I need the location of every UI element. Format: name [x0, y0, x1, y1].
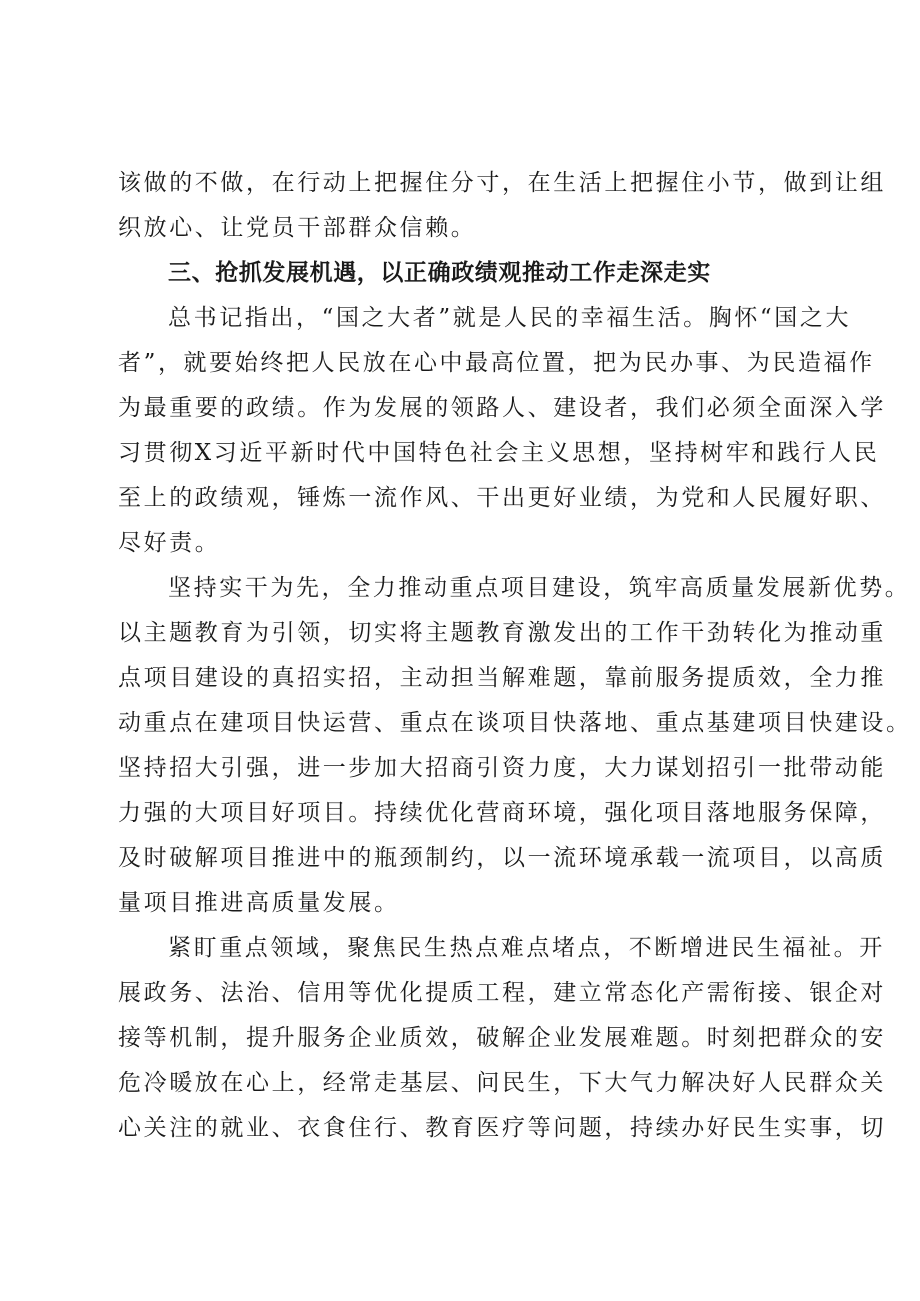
text-line: 展政务、法治、信用等优化提质工程，建立常态化产需衔接、银企对 [118, 980, 886, 1006]
text-line: 接等机制，提升服务企业质效，破解企业发展难题。时刻把群众的安 [118, 1025, 886, 1051]
text-line: 及时破解项目推进中的瓶颈制约，以一流环境承载一流项目，以高质 [118, 845, 886, 871]
text-line: 心关注的就业、衣食住行、教育医疗等问题，持续办好民生实事，切 [118, 1115, 886, 1141]
section-heading: 三、抢抓发展机遇，以正确政绩观推动工作走深走实 [168, 260, 711, 286]
text-line: 该做的不做，在行动上把握住分寸，在生活上把握住小节，做到让组 [118, 170, 886, 196]
text-line: 尽好责。 [118, 530, 221, 556]
text-line: 危冷暖放在心上，经常走基层、问民生，下大气力解决好人民群众关 [118, 1070, 886, 1096]
text-line: 紧盯重点领域，聚焦民生热点难点堵点，不断增进民生福祉。开 [168, 935, 885, 961]
text-line: 习贯彻X习近平新时代中国特色社会主义思想，坚持树牢和践行人民 [118, 440, 880, 466]
text-line: 以主题教育为引领，切实将主题教育激发出的工作干劲转化为推动重 [118, 620, 886, 646]
text-line: 者”，就要始终把人民放在心中最高位置，把为民办事、为民造福作 [118, 350, 875, 376]
text-line: 总书记指出，“国之大者”就是人民的幸福生活。胸怀“国之大 [168, 305, 852, 331]
text-line: 点项目建设的真招实招，主动担当解难题，靠前服务提质效，全力推 [118, 665, 886, 691]
text-line: 力强的大项目好项目。持续优化营商环境，强化项目落地服务保障， [118, 800, 886, 826]
text-line: 坚持招大引强，进一步加大招商引资力度，大力谋划招引一批带动能 [118, 755, 886, 781]
text-line: 为最重要的政绩。作为发展的领路人、建设者，我们必须全面深入学 [118, 395, 886, 421]
text-line: 量项目推进高质量发展。 [118, 890, 400, 916]
text-line: 至上的政绩观，锤炼一流作风、干出更好业绩，为党和人民履好职、 [118, 485, 886, 511]
text-line: 织放心、让党员干部群众信赖。 [118, 215, 477, 241]
text-line: 动重点在建项目快运营、重点在谈项目快落地、重点基建项目快建设。 [118, 710, 912, 736]
text-line: 坚持实干为先，全力推动重点项目建设，筑牢高质量发展新优势。 [168, 575, 911, 601]
